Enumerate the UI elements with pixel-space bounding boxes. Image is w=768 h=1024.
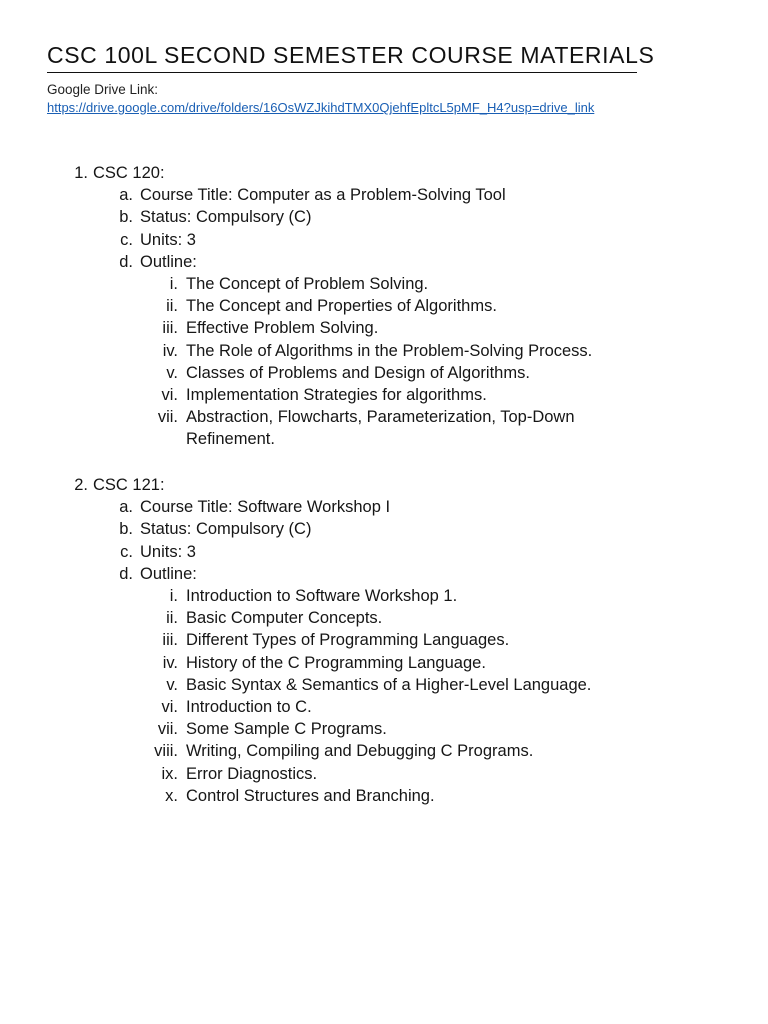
list-marker: iv. [162, 341, 178, 360]
outline-item-text: History of the C Programming Language. [186, 653, 486, 672]
list-marker: ii. [166, 609, 178, 628]
list-marker: v. [166, 675, 178, 694]
outline-item [0, 740, 768, 762]
list-marker: x. [165, 786, 178, 805]
outline-item-text: Control Structures and Branching. [186, 786, 435, 805]
outline-item [0, 674, 768, 696]
outline-item-text: Introduction to Software Workshop 1. [186, 587, 458, 605]
course-detail-text: Units: 3 [140, 230, 196, 249]
title-underline [47, 72, 637, 73]
list-marker: i. [169, 275, 178, 293]
outline-item [0, 406, 768, 428]
course-detail [0, 184, 768, 206]
outline-item-text: Basic Computer Concepts. [186, 609, 383, 628]
outline-item-text: Effective Problem Solving. [186, 319, 379, 338]
outline-item-text: The Role of Algorithms in the Problem-Solving Process. [186, 341, 593, 360]
outline-item [0, 585, 768, 607]
course-detail [0, 229, 768, 251]
course-detail-text: Course Title: Computer as a Problem-Solving Tool [140, 186, 506, 205]
list-marker: 2. [74, 476, 88, 494]
outline-item-text: Introduction to C. [186, 698, 312, 716]
drive-link[interactable]: https://drive.google.com/drive/folders/16OsWZJkihdTMX0QjehfEpltcL5pMF_H4?usp=drive_link [47, 100, 595, 115]
list-marker: c. [120, 230, 133, 249]
list-marker: ix. [161, 764, 178, 783]
list-marker: i. [169, 587, 178, 605]
course-detail-text: Outline: [140, 564, 197, 583]
list-marker: iii. [162, 319, 178, 338]
outline-item [0, 340, 768, 362]
outline-item-text: Writing, Compiling and Debugging C Programs. [186, 742, 534, 761]
course-heading [0, 162, 768, 184]
outline-item [0, 652, 768, 674]
list-marker: vii. [157, 720, 178, 739]
course-detail [0, 206, 768, 228]
outline-item [0, 785, 768, 807]
outline-item-continuation-text: Refinement. [186, 430, 275, 449]
list-marker: iv. [162, 653, 178, 672]
course-detail-text: Status: Compulsory (C) [140, 520, 312, 539]
outline-item-text: Basic Syntax & Semantics of a Higher-Level Language. [186, 675, 592, 694]
drive-link-label: Google Drive Link: [47, 82, 159, 97]
list-marker: a. [119, 498, 133, 517]
outline-item [0, 295, 768, 317]
outline-item-text: Error Diagnostics. [186, 764, 318, 783]
outline-item-text: Classes of Problems and Design of Algorithms. [186, 363, 530, 382]
outline-item-text: Implementation Strategies for algorithms. [186, 386, 487, 404]
list-marker: vii. [157, 408, 178, 427]
list-marker: d. [119, 564, 133, 583]
course-detail-text: Status: Compulsory (C) [140, 208, 312, 227]
outline-item [0, 763, 768, 785]
outline-item [0, 362, 768, 384]
list-marker: iii. [162, 631, 178, 650]
list-marker: b. [119, 520, 133, 539]
course-detail [0, 518, 768, 540]
list-marker: viii. [154, 742, 178, 761]
outline-item-text: Some Sample C Programs. [186, 720, 387, 739]
outline-item [0, 696, 768, 718]
outline-item-text: Different Types of Programming Languages. [186, 631, 510, 650]
list-marker: 1. [74, 164, 88, 182]
course-detail [0, 541, 768, 563]
outline-item-continuation [0, 428, 768, 450]
course-heading-text: CSC 120: [93, 164, 165, 182]
course-heading [0, 474, 768, 496]
list-marker: d. [119, 252, 133, 271]
course-detail-text: Outline: [140, 252, 197, 271]
outline-item [0, 317, 768, 339]
outline-item-text: Abstraction, Flowcharts, Parameterization, Top-Down [186, 408, 575, 427]
list-marker: vi. [161, 698, 178, 716]
outline-item [0, 718, 768, 740]
course-detail-text: Units: 3 [140, 542, 196, 561]
list-marker: ii. [166, 297, 178, 316]
page-title: CSC 100L SECOND SEMESTER COURSE MATERIALS [47, 42, 655, 68]
outline-item [0, 607, 768, 629]
outline-item [0, 273, 768, 295]
list-marker: v. [166, 363, 178, 382]
outline-item [0, 384, 768, 406]
list-marker: b. [119, 208, 133, 227]
outline-item-text: The Concept of Problem Solving. [186, 275, 429, 293]
course-detail-text: Course Title: Software Workshop I [140, 498, 391, 517]
course-heading-text: CSC 121: [93, 476, 165, 494]
list-marker: c. [120, 542, 133, 561]
list-marker: vi. [161, 386, 178, 404]
outline-item [0, 629, 768, 651]
course-detail [0, 563, 768, 585]
outline-item-text: The Concept and Properties of Algorithms. [186, 297, 497, 316]
course-detail [0, 251, 768, 273]
course-detail [0, 496, 768, 518]
list-marker: a. [119, 186, 133, 205]
